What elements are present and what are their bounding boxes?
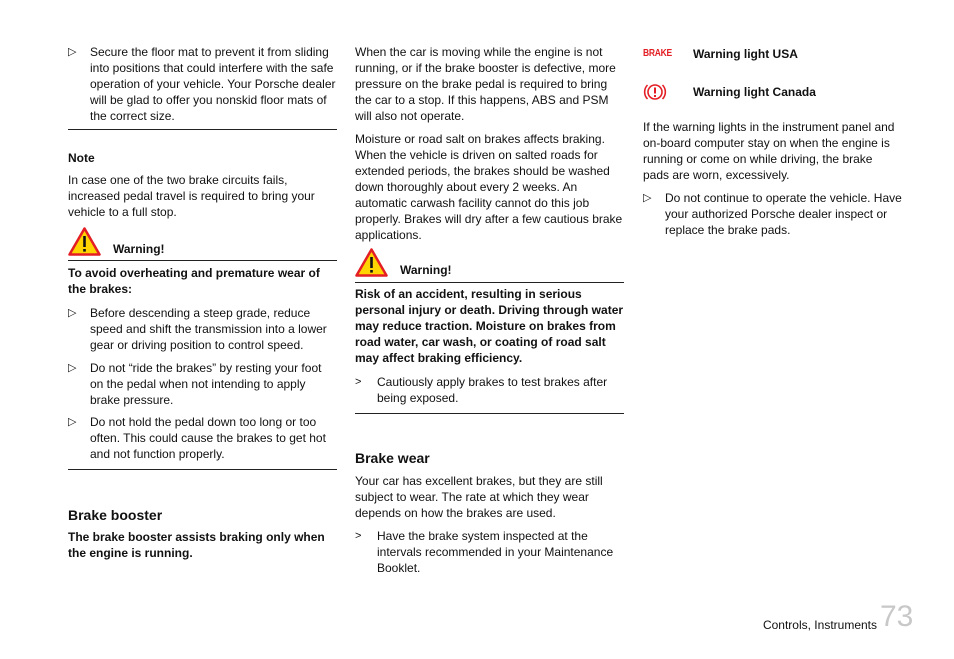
note-title: Note bbox=[68, 151, 95, 165]
divider bbox=[68, 129, 337, 130]
warning-light-canada-label: Warning light Canada bbox=[693, 85, 816, 99]
action-marker: > bbox=[355, 376, 362, 388]
warning-light-usa-label: Warning light USA bbox=[693, 47, 798, 61]
brake-wear-text: Your car has excellent brakes, but they are still subject to wear. The rate at which they wear depends on how the brakes are used. bbox=[355, 474, 603, 520]
divider bbox=[68, 260, 337, 261]
bullet-marker: ▷ bbox=[643, 192, 652, 204]
bullet-do-not-continue bbox=[643, 190, 905, 238]
action-text: Have the brake system inspected at the intervals recommended in your Maintenance Booklet. bbox=[377, 529, 614, 575]
bullet-marker: ▷ bbox=[68, 362, 77, 374]
action-marker: > bbox=[355, 530, 362, 542]
bullet-text: Do not hold the pedal down too long or too often. This could cause the brakes to get hot and not function properly. bbox=[90, 415, 326, 461]
brake-booster-heading: Brake booster bbox=[68, 507, 163, 523]
bullet-marker: ▷ bbox=[68, 307, 77, 319]
warning-label: Warning! bbox=[113, 242, 165, 256]
moisture-paragraph: Moisture or road salt on brakes affects braking. When the vehicle is driven on salted roads for extended periods, the brakes should be washed down thoroughly about every 2 weeks. An automatic carwash facility cannot do this job properly. Brakes will dry after a few cautious brake applications. bbox=[355, 132, 623, 242]
bullet-marker: ▷ bbox=[68, 416, 77, 428]
divider bbox=[68, 469, 337, 470]
warning-light-canada-row bbox=[643, 81, 905, 105]
brake-wear-heading: Brake wear bbox=[355, 450, 430, 466]
brake-booster-text: The brake booster assists braking only when the engine is running. bbox=[68, 530, 325, 560]
bullet-marker: ▷ bbox=[68, 46, 77, 58]
warning-label: Warning! bbox=[400, 263, 452, 277]
action-inspect bbox=[355, 528, 624, 576]
warning-light-usa-row bbox=[643, 46, 905, 64]
warning-header bbox=[355, 248, 624, 278]
brake-warning-icon: BRAKE bbox=[643, 48, 672, 59]
warning-triangle-icon bbox=[355, 248, 388, 277]
divider bbox=[355, 413, 624, 414]
bullet-hold-pedal bbox=[68, 414, 337, 462]
footer-section-title: Controls, Instruments bbox=[762, 618, 877, 632]
bullet-text: Do not continue to operate the vehicle. Have your authorized Porsche dealer inspect or replace the brake pads. bbox=[665, 191, 902, 237]
bullet-text: Before descending a steep grade, reduce speed and shift the transmission into a lower gear or driving position to control speed. bbox=[90, 306, 327, 352]
brake-circle-warning-icon bbox=[643, 81, 667, 103]
action-test-brakes bbox=[355, 374, 624, 406]
warning-lights-paragraph: If the warning lights in the instrument panel and on-board computer stay on when the engine is running or come on while driving, the brake pads are worn, excessively. bbox=[643, 120, 895, 182]
bullet-ride-brakes bbox=[68, 360, 337, 408]
bullet-steep-grade bbox=[68, 305, 337, 353]
warning-text: To avoid overheating and premature wear of the brakes: bbox=[68, 266, 320, 296]
action-text: Cautiously apply brakes to test brakes after being exposed. bbox=[377, 375, 608, 405]
warning-text: Risk of an accident, resulting in serious personal injury or death. Driving through water may reduce traction. Moisture on brakes from road water, car wash, or coating of road salt may affect braking efficiency. bbox=[355, 287, 624, 365]
warning-triangle-icon bbox=[68, 227, 101, 256]
note-text: In case one of the two brake circuits fails, increased pedal travel is required to bring your vehicle to a full stop. bbox=[68, 173, 315, 219]
page-number: 73 bbox=[880, 600, 914, 633]
bullet-text: Secure the floor mat to prevent it from sliding into positions that could interfere with the safe operation of your vehicle. Your Porsche dealer will be glad to offer you nonskid floor mats of the correct size. bbox=[90, 45, 336, 123]
divider bbox=[355, 282, 624, 283]
booster-paragraph: When the car is moving while the engine is not running, or if the brake booster is defective, more pressure on the brake pedal is required to bring the car to a stop. If this happens, ABS and PSM will also not operate. bbox=[355, 45, 616, 123]
warning-header bbox=[68, 227, 337, 257]
bullet-floor-mat bbox=[68, 44, 337, 124]
bullet-text: Do not “ride the brakes” by resting your foot on the pedal when not intending to apply brake pressure. bbox=[90, 361, 322, 407]
